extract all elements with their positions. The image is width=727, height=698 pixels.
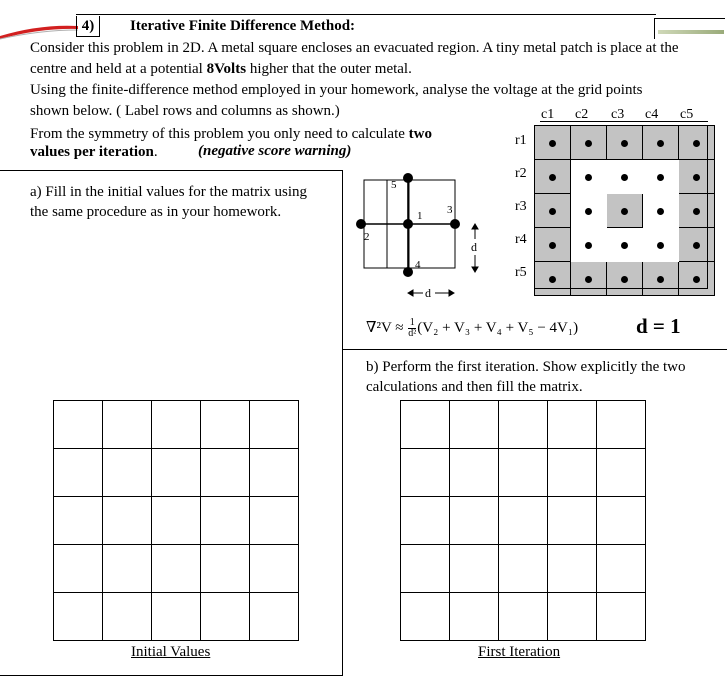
grid-point-r3c5 [679,194,715,228]
stencil-node-1 [403,219,413,229]
stencil-node-5 [403,173,413,183]
grid-point-r2c4 [643,160,679,194]
question-number: 4) [76,16,100,37]
grid-point-r2c2 [571,160,607,194]
matrix-cell[interactable] [250,449,299,497]
grid-point-r4c2 [571,228,607,262]
row-label-r3: r3 [515,199,527,214]
matrix-cell[interactable] [401,593,450,641]
matrix-cell[interactable] [201,593,250,641]
intro-line-3: Using the finite-difference method employed in your homework, analyse the voltage at the grid points [30,82,643,98]
initial-values-matrix[interactable] [53,400,299,641]
matrix-cell[interactable] [54,497,103,545]
stencil-label-1: 1 [417,210,423,222]
matrix-cell[interactable] [548,545,597,593]
matrix-cell[interactable] [201,545,250,593]
grid-point-r3c1 [535,194,571,228]
matrix-cell[interactable] [250,401,299,449]
grid-point-r1c2 [571,126,607,160]
matrix-cell[interactable] [201,449,250,497]
grid-point-r1c5 [679,126,715,160]
matrix-cell[interactable] [597,545,646,593]
d-label-vertical: d [471,240,477,254]
matrix-cell[interactable] [450,401,499,449]
matrix-cell[interactable] [401,497,450,545]
header-rule-top [76,14,656,15]
bottom-divider [0,675,343,676]
matrix-cell[interactable] [152,497,201,545]
d-arrow-vertical [468,222,484,274]
grid-point-r5c5 [679,262,715,296]
laplacian-formula: ∇²V ≈ $\frac{1}{\text{d²}}$ (V₂ + V₃ + V₄ + V₅ − 4V₁) [366,317,579,339]
col-label-c4: c4 [645,107,659,122]
matrix-cell[interactable] [450,449,499,497]
grid-point-r1c1 [535,126,571,160]
grid-point-r4c1 [535,228,571,262]
matrix-cell[interactable] [201,497,250,545]
matrix-cell[interactable] [152,545,201,593]
matrix-cell[interactable] [152,449,201,497]
part-a-line-1: a) Fill in the initial values for the matrix using [30,184,308,200]
matrix-cell[interactable] [103,545,152,593]
header-right-box [654,18,725,39]
stencil-label-4: 4 [415,259,421,271]
grid-point-r4c4 [643,228,679,262]
grid-point-r3c2 [571,194,607,228]
matrix-cell[interactable] [499,401,548,449]
grid-point-r3c3-patch [607,194,643,228]
matrix-cell[interactable] [401,449,450,497]
grid-point-r4c5 [679,228,715,262]
matrix-cell[interactable] [250,497,299,545]
matrix-cell[interactable] [401,401,450,449]
part-a-line-2: the same procedure as in your homework. [30,204,282,220]
grid-point-r1c3 [607,126,643,160]
matrix-cell[interactable] [548,593,597,641]
matrix-cell[interactable] [103,401,152,449]
row-label-r2: r2 [515,166,527,181]
intro-line-2: centre and held at a potential 8Volts higher that the outer metal. [30,61,412,77]
grid-point-r2c3 [607,160,643,194]
first-iteration-caption: First Iteration [478,644,561,660]
question-title: Iterative Finite Difference Method: [130,18,356,34]
matrix-cell[interactable] [450,497,499,545]
grid-point-r5c2 [571,262,607,296]
matrix-cell[interactable] [597,497,646,545]
matrix-cell[interactable] [201,401,250,449]
stencil-node-4 [403,267,413,277]
first-iteration-matrix[interactable] [400,400,646,641]
intro-line-4: shown below. ( Label rows and columns as shown.) [30,103,340,119]
matrix-cell[interactable] [450,593,499,641]
grid-point-r2c1 [535,160,571,194]
col-label-c5: c5 [680,107,694,122]
d-equals-one: d = 1 [636,314,681,338]
d-arrow-horizontal [408,290,454,296]
matrix-cell[interactable] [499,449,548,497]
matrix-cell[interactable] [103,593,152,641]
matrix-cell[interactable] [54,593,103,641]
part-b-line-1: b) Perform the first iteration. Show explicitly the two [366,359,686,375]
intro-line-5: From the symmetry of this problem you only need to calculate two [30,126,432,142]
matrix-cell[interactable] [548,449,597,497]
red-swoosh-decoration [0,22,80,40]
grid-point-r3c4 [643,194,679,228]
intro-line-1: Consider this problem in 2D. A metal square encloses an evacuated region. A tiny metal patch is place at the [30,40,679,56]
col-label-underline [540,121,708,122]
part-a-divider [0,170,342,171]
matrix-cell[interactable] [499,545,548,593]
stencil-label-2: 2 [364,231,370,243]
row-label-r4: r4 [515,232,527,247]
matrix-cell[interactable] [54,449,103,497]
stencil-node-3 [450,219,460,229]
matrix-cell[interactable] [548,401,597,449]
matrix-cell[interactable] [54,401,103,449]
voltage-grid [534,125,715,296]
matrix-cell[interactable] [250,545,299,593]
matrix-cell[interactable] [152,401,201,449]
matrix-cell[interactable] [401,545,450,593]
stencil-label-5: 5 [391,179,397,191]
grid-point-r5c4 [643,262,679,296]
matrix-cell[interactable] [450,545,499,593]
middle-divider [342,170,343,676]
initial-values-caption: Initial Values [131,644,211,660]
d-label-horizontal: d [425,286,431,298]
grid-point-r4c3 [607,228,643,262]
negative-score-warning: (negative score warning) [198,143,352,159]
row-label-r5: r5 [515,265,527,280]
matrix-cell[interactable] [597,401,646,449]
matrix-cell[interactable] [499,593,548,641]
part-b-line-2: calculations and then fill the matrix. [366,379,583,395]
matrix-cell[interactable] [250,593,299,641]
grid-point-r1c4 [643,126,679,160]
intro-line-6: values per iteration. [30,144,158,160]
matrix-cell[interactable] [152,593,201,641]
stencil-node-2 [356,219,366,229]
stencil-diagram [355,168,467,298]
matrix-cell[interactable] [499,497,548,545]
grid-point-r5c3 [607,262,643,296]
part-b-divider [342,349,727,350]
row-label-r1: r1 [515,133,527,148]
matrix-cell[interactable] [597,593,646,641]
col-label-c2: c2 [575,107,589,122]
matrix-cell[interactable] [54,545,103,593]
col-label-c1: c1 [541,107,555,122]
matrix-cell[interactable] [597,449,646,497]
matrix-cell[interactable] [548,497,597,545]
grid-point-r2c5 [679,160,715,194]
matrix-cell[interactable] [103,449,152,497]
grid-point-r5c1 [535,262,571,296]
matrix-cell[interactable] [103,497,152,545]
col-label-c3: c3 [611,107,625,122]
header-green-decoration [658,30,724,34]
stencil-label-3: 3 [447,204,453,216]
